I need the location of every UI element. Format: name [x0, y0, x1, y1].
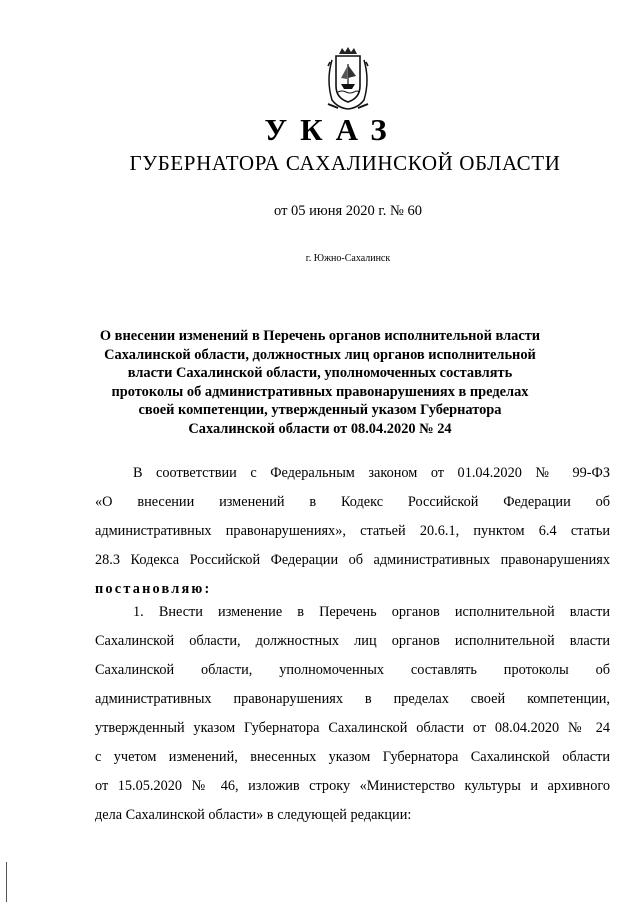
- subject-line: протоколы об административных правонарушениях в пределах: [111, 383, 529, 400]
- subject-line: власти Сахалинской области, уполномоченных составлять: [127, 365, 513, 381]
- subject-line: О внесении изменений в Перечень органов исполнительной власти: [99, 328, 541, 344]
- text-line: утвержденный указом Губернатора Сахалинской области от 08.04.2020 № 24: [95, 720, 610, 736]
- coat-of-arms-icon: [322, 46, 374, 112]
- decree-word: постановляю:: [95, 581, 212, 597]
- text-line: «О внесении изменений в Кодекс Российской Федерации об: [95, 494, 610, 510]
- text-line: дела Сахалинской области» в следующей редакции:: [95, 807, 412, 823]
- text-line: 1. Внести изменение в Перечень органов исполнительной власти: [133, 604, 610, 620]
- text-line: административных правонарушениях в пределах своей компетенции,: [95, 691, 610, 707]
- text-line: с учетом изменений, внесенных указом Губернатора Сахалинской области: [95, 749, 610, 765]
- city: г. Южно-Сахалинск: [305, 253, 391, 264]
- document-subtitle: ГУБЕРНАТОРА САХАЛИНСКОЙ ОБЛАСТИ: [129, 151, 561, 175]
- text-line: административных правонарушениях», статьей 20.6.1, пунктом 6.4 статьи: [95, 523, 610, 539]
- item-1-paragraph: [95, 598, 610, 830]
- subject-line: своей компетенции, утвержденный указом Губернатора: [138, 402, 502, 418]
- text-line: 28.3 Кодекса Российской Федерации об административных правонарушениях: [95, 552, 610, 568]
- scan-margin-mark: [6, 862, 7, 902]
- text-line: от 15.05.2020 № 46, изложив строку «Министерство культуры и архивного: [95, 778, 610, 794]
- text-line: Сахалинской области, уполномоченных составлять протоколы об: [95, 662, 610, 678]
- subject-line: Сахалинской области от 08.04.2020 № 24: [188, 420, 452, 437]
- text-line: В соответствии с Федеральным законом от 01.04.2020 № 99-ФЗ: [133, 465, 610, 481]
- preamble-paragraph: [95, 459, 610, 604]
- text-line: Сахалинской области, должностных лиц органов исполнительной власти: [95, 633, 610, 649]
- subject-line: Сахалинской области, должностных лиц органов исполнительной: [104, 346, 536, 363]
- document-title: УКАЗ: [264, 112, 400, 147]
- decree-subject: [0, 327, 640, 438]
- date-and-number: от 05 июня 2020 г. № 60: [274, 203, 422, 219]
